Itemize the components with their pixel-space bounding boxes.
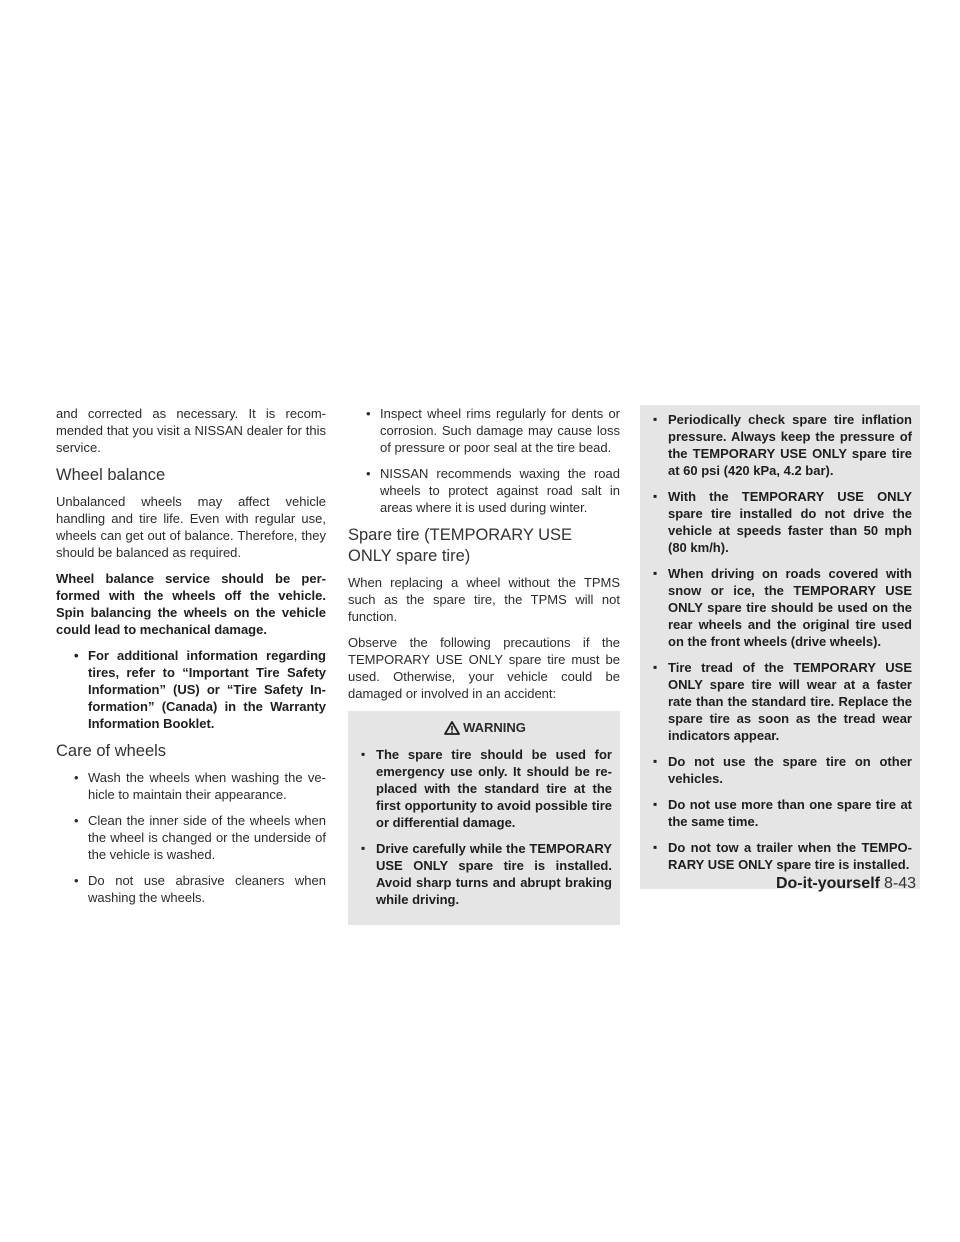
care-list xyxy=(56,769,326,906)
heading-spare-tire: Spare tire (TEMPORARY USE ONLY spare tire) xyxy=(348,526,573,565)
list-item: • Inspect wheel rims regularly for dents or corrosion. Such damage may cause loss of pressure or poor seal at the tire bead. xyxy=(348,405,620,456)
heading-care-of-wheels: Care of wheels xyxy=(56,742,167,760)
intro-paragraph: and corrected as necessary. It is recom-mended that you visit a NISSAN dealer for this service. xyxy=(56,406,326,455)
list-item: • Clean the inner side of the wheels when the wheel is changed or the underside of the vehicle is washed. xyxy=(56,812,326,863)
column-right xyxy=(640,405,920,889)
warning-item: ▪ When driving on roads covered with snow or ice, the TEMPORARY USE ONLY spare tire should be used on the rear wheels and the original tire used on the front wheels (drive wheels). xyxy=(650,565,912,650)
warning-item: ▪ With the TEMPORARY USE ONLY spare tire installed do not drive the vehicle at speeds faster than 50 mph (80 km/h). xyxy=(650,488,912,556)
list-item: • Do not use abrasive cleaners when washing the wheels. xyxy=(56,872,326,906)
spare-tire-paragraph-2: Observe the following precautions if the TEMPORARY USE ONLY spare tire must be used. Otherwise, your vehicle could be damaged or involved in an accident: xyxy=(348,635,620,701)
warning-item: ▪ Do not use the spare tire on other vehicles. xyxy=(650,753,912,787)
warning-item: ▪ Tire tread of the TEMPORARY USE ONLY spare tire will wear at a faster rate than the standard tire. Replace the spare tire as soon as the tread wear indicators appear. xyxy=(650,659,912,744)
warning-box-continued xyxy=(640,405,920,889)
footer-section-title: Do-it-yourself xyxy=(775,875,880,892)
warning-box xyxy=(348,711,620,925)
page-number: 8-43 xyxy=(883,875,916,892)
column-left xyxy=(56,405,326,915)
warning-item: ▪ Do not tow a trailer when the TEMPO-RARY USE ONLY spare tire is installed. xyxy=(650,839,912,873)
warning-header xyxy=(358,719,612,736)
wheel-balance-paragraph: Unbalanced wheels may affect vehicle handling and tire life. Even with regular use, wheels can get out of balance. Therefore, they should be balanced as required. xyxy=(56,494,326,560)
list-item: • NISSAN recommends waxing the road wheels to protect against road salt in areas where it is used during winter. xyxy=(348,465,620,516)
warning-triangle-icon xyxy=(444,721,460,735)
page-footer xyxy=(776,874,916,894)
warning-item: ▪ Drive carefully while the TEMPORARY USE ONLY spare tire is installed. Avoid sharp turns and abrupt braking while driving. xyxy=(358,840,612,908)
spare-tire-paragraph-1: When replacing a wheel without the TPMS such as the spare tire, the TPMS will not function. xyxy=(348,575,620,624)
wheel-balance-list xyxy=(56,647,326,732)
warning-title: WARNING xyxy=(463,720,526,735)
list-item: • Wash the wheels when washing the ve-hicle to maintain their appearance. xyxy=(56,769,326,803)
care-list-continued xyxy=(348,405,620,516)
list-item: • For additional information regarding tires, refer to “Important Tire Safety Information” (US) or “Tire Safety In-formation” (Canada) in the Warranty Information Booklet. xyxy=(56,647,326,732)
warning-item: ▪ Periodically check spare tire inflation pressure. Always keep the pressure of the TEMPORARY USE ONLY spare tire at 60 psi (420 kPa, 4.2 bar). xyxy=(650,411,912,479)
warning-list-continued xyxy=(650,411,912,873)
warning-item: ▪ The spare tire should be used for emergency use only. It should be re-placed with the standard tire at the first opportunity to avoid possible tire or differential damage. xyxy=(358,746,612,831)
heading-wheel-balance: Wheel balance xyxy=(56,466,166,484)
warning-item: ▪ Do not use more than one spare tire at the same time. xyxy=(650,796,912,830)
warning-list xyxy=(358,746,612,908)
wheel-balance-bold-paragraph: Wheel balance service should be per-formed with the wheels off the vehicle. Spin balancing the wheels on the vehicle could lead to mechanical damage. xyxy=(56,571,326,637)
column-middle xyxy=(348,405,620,925)
